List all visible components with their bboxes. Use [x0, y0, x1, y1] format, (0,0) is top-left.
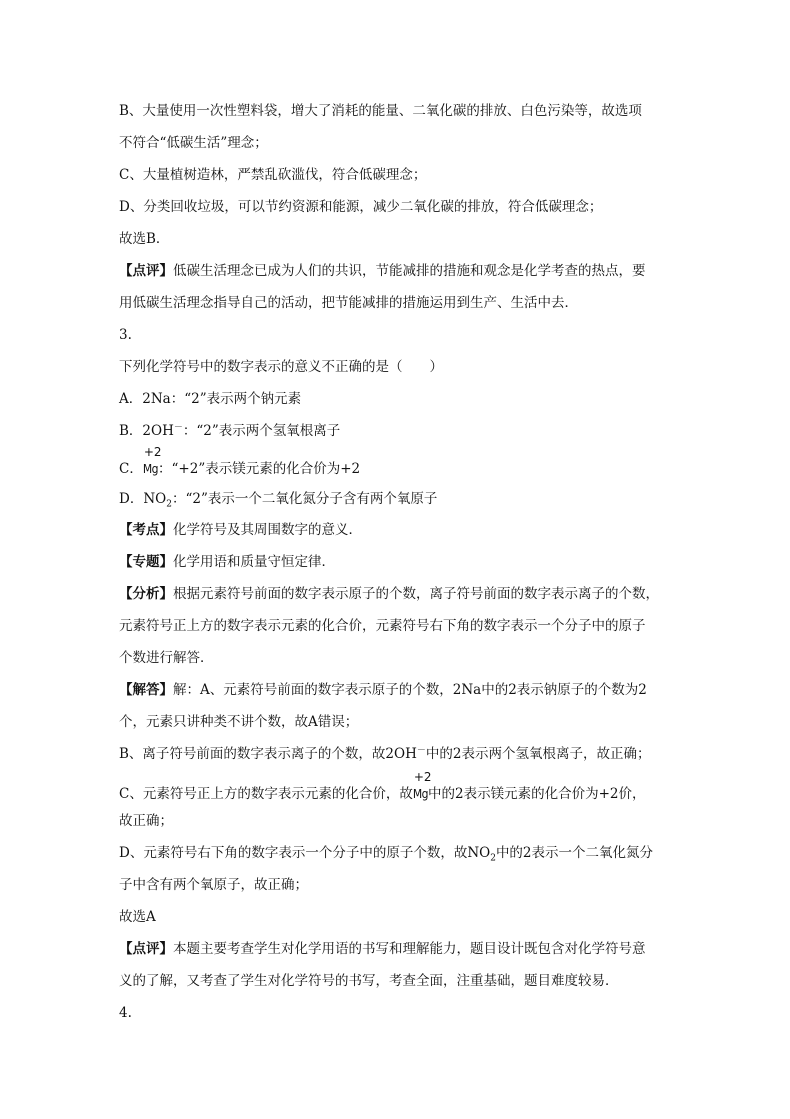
text-span: 本题主要考查学生对化学用语的书写和理解能力，题目设计既包含对化学符号意	[173, 941, 646, 957]
text-line	[119, 294, 578, 312]
valence-symbol	[412, 770, 432, 804]
text-span: 中的2表示两个氢氧根离子，故正确；	[425, 746, 651, 762]
text-span: 个，元素只讲种类不讲个数，故A错误；	[119, 714, 359, 730]
text-line	[119, 770, 646, 804]
option-d	[119, 490, 437, 508]
question-stem	[119, 358, 443, 376]
text-line	[119, 102, 642, 120]
text-span: 化学用语和质量守恒定律．	[173, 554, 335, 570]
text-span: 故选B．	[119, 231, 170, 247]
text-line	[119, 713, 358, 731]
text-line	[119, 745, 650, 763]
kaodian-line	[119, 521, 362, 539]
text-span: 下列化学符号中的数字表示的意义不正确的是（ ）	[119, 359, 443, 375]
dianping-line	[119, 940, 646, 958]
text-span: A．2Na：“2”表示两个钠元素	[119, 391, 302, 407]
text-line	[119, 134, 268, 152]
text-span: 化学符号及其周围数字的意义．	[173, 522, 362, 538]
text-span: 用低碳生活理念指导自己的活动，把节能减排的措施运用到生产、生活中去．	[119, 295, 578, 311]
text-span: ：“2”表示一个二氧化氮分子含有两个氧原子	[171, 491, 438, 507]
text-span: C、元素符号正上方的数字表示元素的化合价，故	[119, 786, 413, 802]
text-line	[119, 908, 156, 926]
text-span: 故正确；	[119, 813, 173, 829]
text-line	[119, 649, 214, 667]
text-span: 故选A	[119, 909, 156, 925]
text-span: 3.	[119, 327, 132, 343]
text-span: D、分类回收垃圾，可以节约资源和能源，减少二氧化碳的排放，符合低碳理念；	[119, 199, 603, 215]
text-span: 根据元素符号前面的数字表示原子的个数，离子符号前面的数字表示离子的个数，	[173, 586, 659, 602]
zhuanti-line	[119, 553, 335, 571]
comment-line	[119, 262, 646, 280]
element-symbol: Mg	[142, 462, 159, 476]
text-span: 义的了解，又考查了学生对化学符号的书写，考查全面，注重基础，题目难度较易．	[119, 973, 619, 989]
text-span: B、大量使用一次性塑料袋，增大了消耗的能量、二氧化碳的排放、白色污染等，故选项	[119, 103, 642, 119]
next-question-number	[119, 1004, 132, 1022]
text-span: D、元素符号右下角的数字表示一个分子中的原子个数，故NO	[119, 845, 491, 861]
text-line	[119, 972, 619, 990]
text-span: 个数进行解答．	[119, 650, 214, 666]
text-span: 低碳生活理念已成为人们的共识，节能减排的措施和观念是化学考查的热点，要	[173, 263, 646, 279]
section-tag: 【考点】	[119, 522, 173, 538]
text-span: 不符合“低碳生活”理念；	[119, 135, 268, 151]
section-tag: 【点评】	[119, 263, 173, 279]
text-line	[119, 230, 169, 248]
question-number	[119, 326, 132, 344]
text-line	[119, 198, 602, 216]
subscript: 2	[490, 853, 496, 864]
valence-number: +2	[143, 445, 162, 459]
superscript: －	[416, 745, 426, 756]
section-tag: 【解答】	[119, 682, 173, 698]
text-span: C、大量植树造林，严禁乱砍滥伐，符合低碳理念；	[119, 167, 427, 183]
option-c	[119, 445, 361, 479]
text-span: 子中含有两个氧原子，故正确；	[119, 877, 308, 893]
text-line	[119, 166, 426, 184]
text-line	[119, 617, 646, 635]
text-span: 元素符号正上方的数字表示元素的化合价，元素符号右下角的数字表示一个分子中的原子	[119, 618, 646, 634]
text-line	[119, 844, 653, 862]
text-span: ：“+2”表示镁元素的化合价为+2	[158, 461, 361, 477]
text-span: 中的2表示镁元素的化合价为+2价，	[428, 786, 646, 802]
option-a	[119, 390, 301, 408]
element-symbol: Mg	[412, 787, 429, 801]
text-span: B、离子符号前面的数字表示离子的个数，故2OH	[119, 746, 417, 762]
section-tag: 【分析】	[119, 586, 173, 602]
text-span: 中的2表示一个二氧化氮分	[495, 845, 654, 861]
text-span: D．NO	[119, 491, 167, 507]
fenxi-line	[119, 585, 659, 603]
jieda-line	[119, 681, 647, 699]
text-line	[119, 876, 308, 894]
text-span: B．2OH	[119, 423, 174, 439]
text-span: 4.	[119, 1005, 132, 1021]
valence-symbol	[142, 445, 162, 479]
text-line	[119, 812, 173, 830]
text-span: C．	[119, 461, 143, 477]
option-b	[119, 422, 340, 440]
text-span: ：“2”表示两个氢氧根离子	[182, 423, 341, 439]
valence-number: +2	[413, 770, 432, 784]
section-tag: 【点评】	[119, 941, 173, 957]
superscript: －	[173, 422, 183, 433]
section-tag: 【专题】	[119, 554, 173, 570]
text-span: 解：A、元素符号前面的数字表示原子的个数，2Na中的2表示钠原子的个数为2	[173, 682, 647, 698]
subscript: 2	[166, 499, 172, 510]
